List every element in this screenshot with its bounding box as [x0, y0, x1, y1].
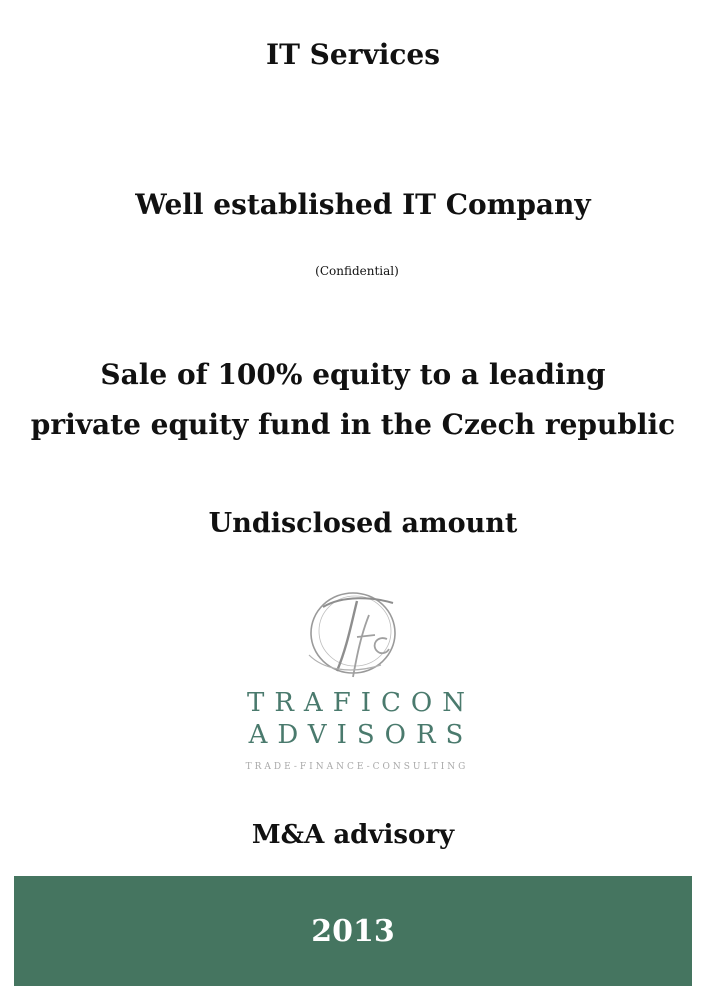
deal-description-line-2: private equity fund in the Czech republic — [30, 408, 676, 441]
sector-title: IT Services — [265, 38, 440, 71]
monogram-icon — [253, 585, 453, 685]
deal-amount: Undisclosed amount — [208, 508, 518, 539]
company-description: Well established IT Company — [135, 188, 591, 221]
deal-year: 2013 — [311, 914, 395, 949]
confidential-note: (Confidential) — [315, 264, 399, 278]
year-band — [14, 876, 692, 986]
logo-name-line-2: ADVISORS — [248, 720, 474, 750]
logo-tagline: TRADE-FINANCE-CONSULTING — [245, 762, 469, 772]
service-type: M&A advisory — [251, 820, 455, 850]
logo-name-line-1: TRAFICON — [247, 688, 475, 718]
deal-description-line-1: Sale of 100% equity to a leading — [100, 358, 606, 391]
